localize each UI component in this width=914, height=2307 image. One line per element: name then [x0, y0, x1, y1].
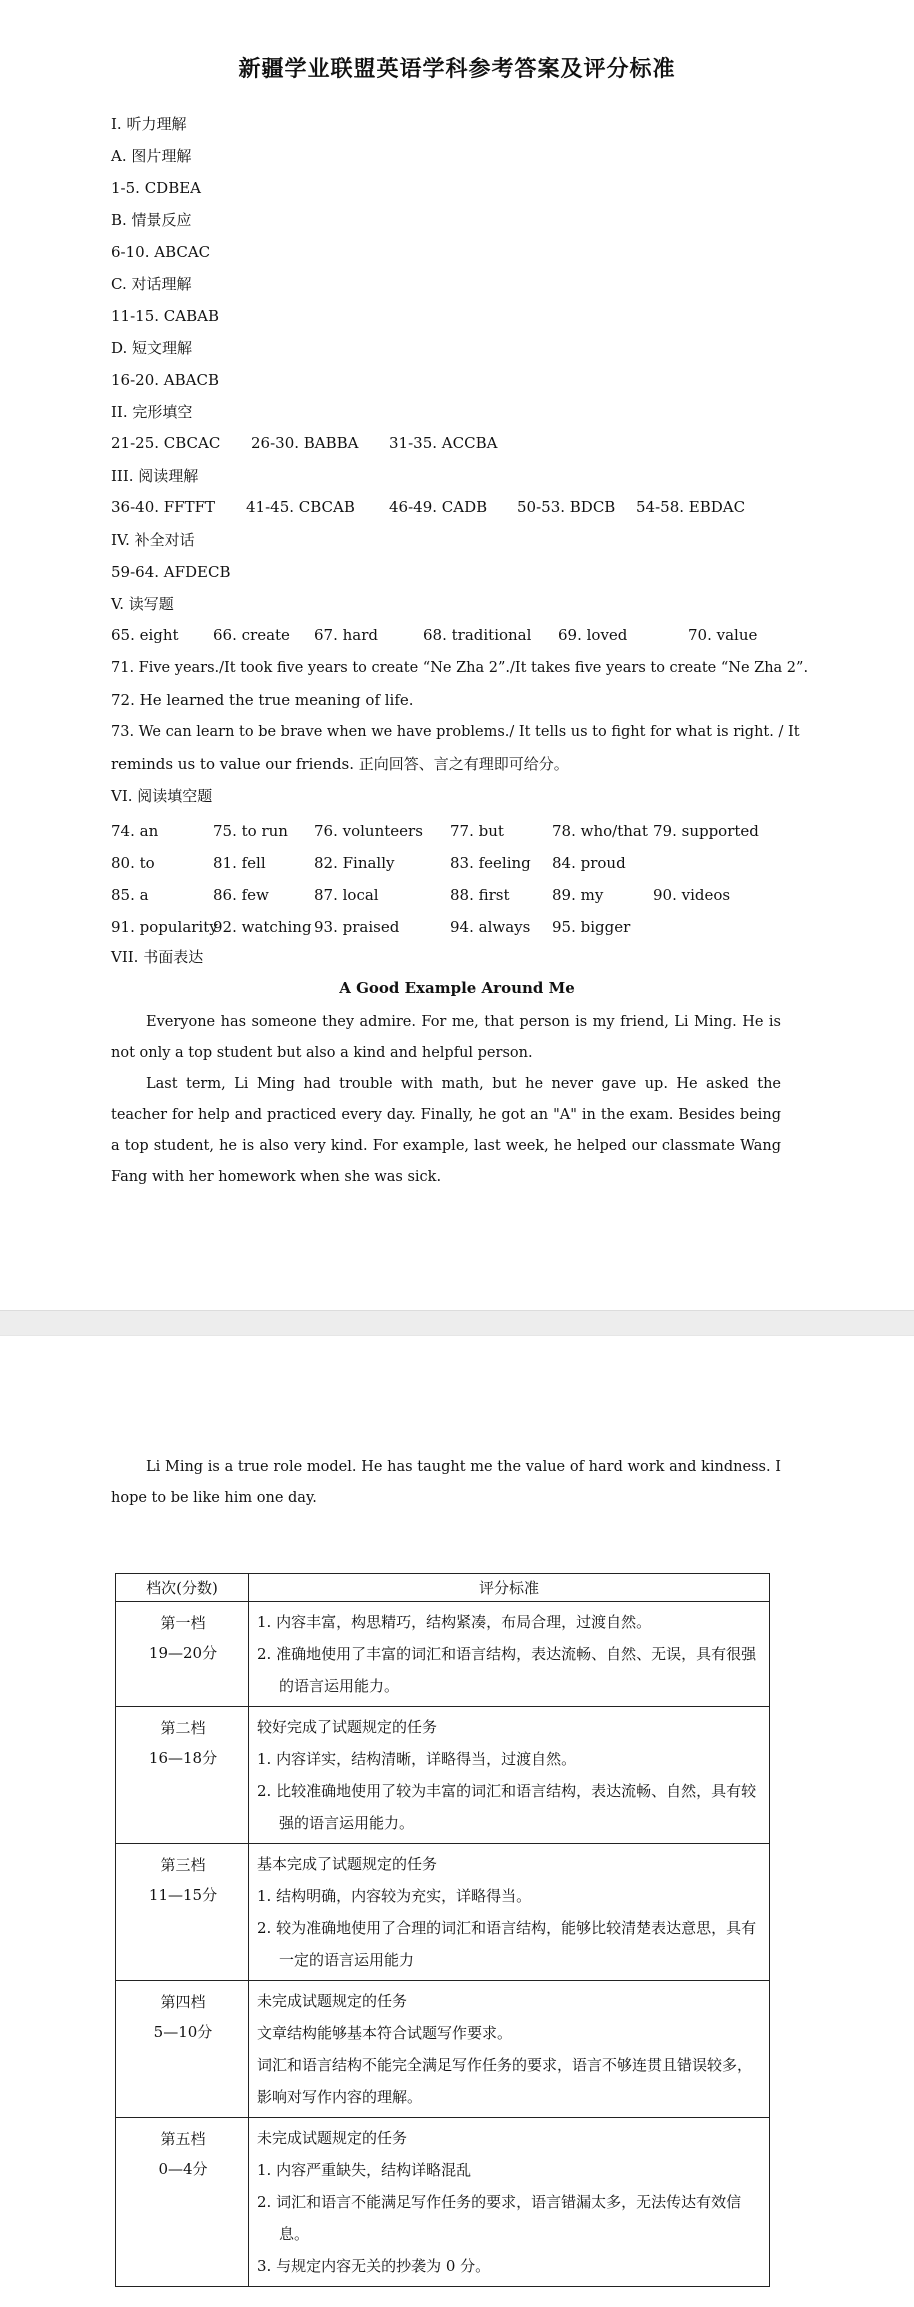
rubric-score: 5—10分: [153, 2023, 213, 2041]
part6-answer: 77. but: [450, 822, 504, 840]
essay-paragraph: Li Ming is a true role model. He has taught me the value of hard work and kindness. I hope to be like him one day.: [111, 1459, 781, 1506]
part6-answer: 75. to run: [213, 822, 288, 840]
rubric-criterion: 1. 内容丰富，构思精巧，结构紧凑，布局合理，过渡自然。: [257, 1613, 652, 1631]
page-title: 新疆学业联盟英语学科参考答案及评分标准: [238, 56, 676, 82]
part6-answer: 83. feeling: [450, 854, 531, 872]
part6-answer: 87. local: [314, 886, 379, 904]
part6-answer: 82. Finally: [314, 854, 395, 872]
rubric-criterion: 1. 结构明确，内容较为充实，详略得当。: [257, 1887, 532, 1905]
rubric-criterion: 1. 内容详实，结构清晰，详略得当，过渡自然。: [257, 1750, 577, 1768]
rubric-criterion: 2. 词汇和语言不能满足写作任务的要求，语言错漏太多，无法传达有效信息。: [257, 2193, 742, 2243]
part5-q73-line1: 73. We can learn to be brave when we have problems./ It tells us to fight for what is right. / It: [111, 724, 800, 740]
part3-answer: 46-49. CADB: [389, 498, 488, 516]
part1-b-heading: B. 情景反应: [111, 211, 192, 229]
part5-answer: 67. hard: [314, 626, 378, 644]
part6-answer: 74. an: [111, 822, 159, 840]
part5-heading: V. 读写题: [111, 595, 174, 613]
essay-paragraph: Last term, Li Ming had trouble with math, but he never gave up. He asked the teacher for help and practiced every day. Finally, he got an "A" in the exam. Besides being a top student, he is also very kind. For example, last week, he helped our classmate Wang Fang with her homework when she was sick.: [111, 1076, 781, 1185]
rubric-level: 第四档: [160, 1993, 206, 2011]
essay-paragraph: Everyone has someone they admire. For me, that person is my friend, Li Ming. He is not only a top student but also a kind and helpful person.: [111, 1014, 781, 1061]
rubric-score: 19—20分: [148, 1644, 218, 1662]
rubric-criterion: 较好完成了试题规定的任务: [257, 1718, 438, 1736]
part1-c-heading: C. 对话理解: [111, 275, 192, 293]
part1-b-answers: 6-10. ABCAC: [111, 243, 211, 261]
part2-heading: II. 完形填空: [111, 403, 193, 421]
part6-answer: 88. first: [450, 886, 510, 904]
part6-heading: VI. 阅读填空题: [111, 787, 213, 805]
rubric-criterion: 2. 准确地使用了丰富的词汇和语言结构，表达流畅、自然、无误，具有很强的语言运用能力。: [257, 1645, 757, 1695]
rubric-level-cell: [116, 1707, 249, 1844]
page-break: [0, 1310, 914, 1336]
rubric-criterion: 2. 比较准确地使用了较为丰富的词汇和语言结构，表达流畅、自然，具有较强的语言运用能力。: [257, 1782, 757, 1832]
part1-c-answers: 11-15. CABAB: [111, 307, 219, 325]
rubric-level-cell: [116, 1602, 249, 1707]
part4-answers: 59-64. AFDECB: [111, 563, 231, 581]
rubric-criteria-cell: [249, 1707, 770, 1844]
part3-answer: 50-53. BDCB: [517, 498, 616, 516]
part4-heading: IV. 补全对话: [111, 531, 195, 549]
rubric-row: [116, 1844, 770, 1981]
part6-answer: 76. volunteers: [314, 822, 423, 840]
rubric-criterion: 未完成试题规定的任务: [257, 2129, 408, 2147]
rubric-criterion: 基本完成了试题规定的任务: [257, 1855, 438, 1873]
part1-d-heading: D. 短文理解: [111, 339, 193, 357]
rubric-criterion: 未完成试题规定的任务: [257, 1992, 408, 2010]
rubric-level: 第一档: [160, 1614, 206, 1632]
part1-a-answers: 1-5. CDBEA: [111, 179, 201, 197]
part6-answer: 78. who/that: [552, 822, 648, 840]
rubric-table: [115, 1573, 770, 2287]
rubric-score: 16—18分: [148, 1749, 218, 1767]
part6-answer: 89. my: [552, 886, 604, 904]
part1-a-heading: A. 图片理解: [111, 147, 192, 165]
rubric-criteria-cell: [249, 1981, 770, 2118]
rubric-level: 第二档: [160, 1719, 206, 1737]
part3-answer: 41-45. CBCAB: [246, 498, 355, 516]
part6-answer: 86. few: [213, 886, 269, 904]
part5-q71: 71. Five years./It took five years to create “Ne Zha 2”./It takes five years to create “Ne Zha 2”.: [111, 660, 809, 676]
rubric-score: 0—4分: [158, 2160, 208, 2178]
rubric-header-criteria: 评分标准: [249, 1574, 770, 1602]
essay-title: A Good Example Around Me: [339, 979, 575, 997]
part3-answer: 54-58. EBDAC: [636, 498, 746, 516]
part5-answer: 68. traditional: [423, 626, 532, 644]
rubric-criteria-cell: [249, 1602, 770, 1707]
part5-q72: 72. He learned the true meaning of life.: [111, 691, 414, 709]
rubric-score: 11—15分: [148, 1886, 218, 1904]
part6-answer: 84. proud: [552, 854, 626, 872]
part3-heading: III. 阅读理解: [111, 467, 199, 485]
part6-answer: 91. popularity: [111, 918, 218, 936]
rubric-criteria-cell: [249, 1844, 770, 1981]
part6-answer: 79. supported: [653, 822, 759, 840]
rubric-level-cell: [116, 2118, 249, 2287]
part5-answer: 65. eight: [111, 626, 179, 644]
part3-answer: 36-40. FFTFT: [111, 498, 216, 516]
part6-answer: 95. bigger: [552, 918, 631, 936]
part6-answer: 85. a: [111, 886, 149, 904]
rubric-criteria-cell: [249, 2118, 770, 2287]
rubric-criterion: 3. 与规定内容无关的抄袭为 0 分。: [257, 2257, 491, 2275]
part2-answer: 31-35. ACCBA: [389, 434, 498, 452]
rubric-criterion: 2. 较为准确地使用了合理的词汇和语言结构，能够比较清楚表达意思，具有一定的语言运用能力: [257, 1919, 757, 1969]
part5-answer: 70. value: [688, 626, 758, 644]
rubric-row: [116, 1602, 770, 1707]
rubric-header-row: [116, 1574, 770, 1602]
part2-answer: 26-30. BABBA: [251, 434, 359, 452]
part5-answer: 69. loved: [558, 626, 628, 644]
part2-answer: 21-25. CBCAC: [111, 434, 221, 452]
rubric-criterion: 1. 内容严重缺失，结构详略混乱: [257, 2161, 472, 2179]
part1-d-answers: 16-20. ABACB: [111, 371, 219, 389]
part5-answer: 66. create: [213, 626, 290, 644]
rubric-row: [116, 2118, 770, 2287]
rubric-level: 第五档: [160, 2130, 206, 2148]
part6-answer: 80. to: [111, 854, 155, 872]
rubric-header-level: 档次(分数): [116, 1574, 249, 1602]
rubric-level: 第三档: [160, 1856, 206, 1874]
rubric-row: [116, 1981, 770, 2118]
part6-answer: 81. fell: [213, 854, 266, 872]
rubric-level-cell: [116, 1844, 249, 1981]
part5-q73-line2: reminds us to value our friends. 正向回答、言之有理即可给分。: [111, 755, 569, 773]
part6-answer: 93. praised: [314, 918, 400, 936]
part6-answer: 94. always: [450, 918, 531, 936]
part6-answer: 90. videos: [653, 886, 731, 904]
rubric-row: [116, 1707, 770, 1844]
part6-answer: 92. watching: [213, 918, 312, 936]
part1-heading: I. 听力理解: [111, 115, 187, 133]
part7-heading: VII. 书面表达: [111, 948, 204, 966]
rubric-criterion: 文章结构能够基本符合试题写作要求。: [257, 2024, 513, 2042]
rubric-level-cell: [116, 1981, 249, 2118]
rubric-criterion: 词汇和语言结构不能完全满足写作任务的要求，语言不够连贯且错误较多，影响对写作内容的理解。: [257, 2056, 753, 2106]
